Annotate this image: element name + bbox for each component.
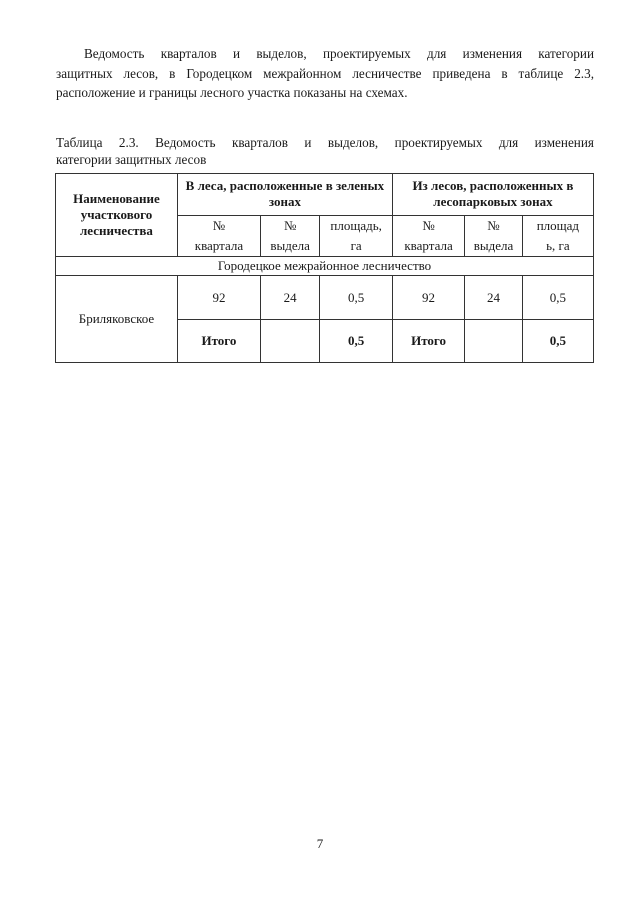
cell-kvartal: 92 xyxy=(177,276,260,320)
forestry-name: Бриляковское xyxy=(56,276,178,363)
header-area-unit: га xyxy=(320,236,392,257)
header-vydel-no: № xyxy=(260,215,319,236)
header-vydel: выдела xyxy=(260,236,319,257)
paragraph-line: защитных лесов, в Городецком межрайонном лесничестве приведена в таблице 2.3, xyxy=(56,65,594,81)
table-row xyxy=(56,276,594,320)
cell-empty xyxy=(465,320,523,363)
header-forest-park-zones: Из лесов, расположенных в лесопарковых зонах xyxy=(392,174,593,216)
header-forestry-name: Наименование участкового лесничества xyxy=(56,174,178,257)
header-area: площадь, xyxy=(320,215,392,236)
header-kvartal: квартала xyxy=(392,236,464,257)
header-vydel-no: № xyxy=(465,215,523,236)
cell-area: 0,5 xyxy=(320,276,392,320)
cell-area: 0,5 xyxy=(522,276,593,320)
cell-vydel: 24 xyxy=(465,276,523,320)
total-label: Итого xyxy=(177,320,260,363)
paragraph-line: Ведомость кварталов и выделов, проектируемых для изменения категории xyxy=(84,46,594,61)
header-kvartal-no: № xyxy=(392,215,464,236)
forest-quarters-table xyxy=(55,173,594,363)
header-area-unit: ь, га xyxy=(522,236,593,257)
header-kvartal-no: № xyxy=(177,215,260,236)
table-caption xyxy=(56,134,594,168)
caption-line: категории защитных лесов xyxy=(56,152,207,167)
paragraph-line: расположение и границы лесного участка показаны на схемах. xyxy=(56,85,408,100)
header-kvartal: квартала xyxy=(177,236,260,257)
intro-paragraph xyxy=(56,44,594,103)
cell-kvartal: 92 xyxy=(392,276,464,320)
header-area: площад xyxy=(522,215,593,236)
page-number: 7 xyxy=(316,836,324,851)
section-row: Городецкое межрайонное лесничество xyxy=(56,257,594,276)
header-green-zones: В леса, расположенные в зеленых зонах xyxy=(177,174,392,216)
cell-vydel: 24 xyxy=(260,276,319,320)
total-area: 0,5 xyxy=(522,320,593,363)
total-label: Итого xyxy=(392,320,464,363)
caption-line: Таблица 2.3. Ведомость кварталов и выделов, проектируемых для изменения xyxy=(56,135,594,150)
cell-empty xyxy=(260,320,319,363)
total-area: 0,5 xyxy=(320,320,392,363)
header-vydel: выдела xyxy=(465,236,523,257)
